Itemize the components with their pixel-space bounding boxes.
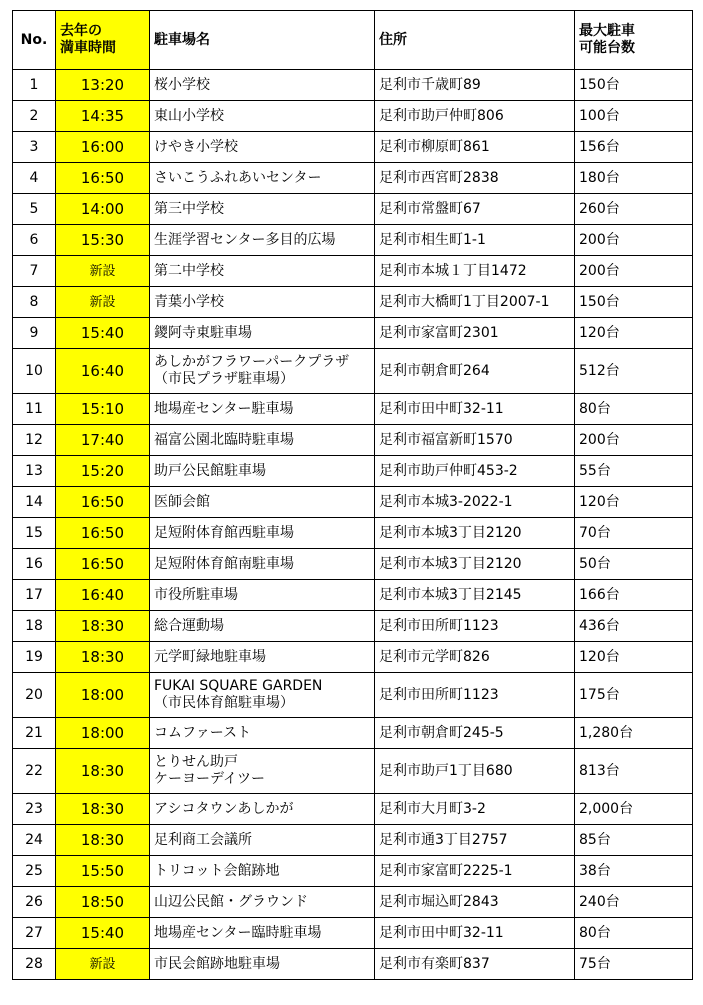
table-row: [13, 949, 693, 980]
capacity-cell: 200台: [575, 425, 693, 456]
parking-name: 山辺公民館・グラウンド: [154, 893, 308, 910]
full-time-cell: 17:40: [56, 425, 150, 456]
table-row: [13, 425, 693, 456]
row-number: 8: [13, 287, 56, 318]
full-time-cell: 15:20: [56, 456, 150, 487]
row-number: 16: [13, 549, 56, 580]
row-number: 7: [13, 256, 56, 287]
address-cell: 足利市柳原町861: [375, 132, 575, 163]
parking-name: コムファースト: [154, 724, 252, 741]
parking-name: あしかがフラワーパークプラザ: [154, 354, 350, 370]
table-row: [13, 518, 693, 549]
full-time-cell: 18:00: [56, 673, 150, 718]
parking-name: 足短附体育館西駐車場: [154, 524, 294, 541]
full-time-cell: 16:50: [56, 549, 150, 580]
table-row: [13, 132, 693, 163]
parking-name: 青葉小学校: [154, 293, 224, 310]
capacity-cell: 813台: [575, 749, 693, 794]
full-time-cell: 15:40: [56, 318, 150, 349]
parking-name-cell: [150, 749, 375, 794]
parking-name: アシコタウンあしかが: [154, 800, 294, 817]
parking-name-cell: [150, 70, 375, 101]
header-name: 駐車場名: [150, 11, 375, 70]
address-cell: 足利市田所町1123: [375, 611, 575, 642]
address-cell: 足利市大月町3-2: [375, 794, 575, 825]
parking-name-cell: [150, 642, 375, 673]
table-row: [13, 642, 693, 673]
address-cell: 足利市助戸仲町453-2: [375, 456, 575, 487]
parking-name: 地場産センター臨時駐車場: [154, 924, 322, 941]
address-cell: 足利市通3丁目2757: [375, 825, 575, 856]
parking-name: 生涯学習センター多目的広場: [154, 231, 336, 248]
capacity-cell: 150台: [575, 287, 693, 318]
parking-name-cell: [150, 287, 375, 318]
full-time-cell: 18:30: [56, 642, 150, 673]
full-time-cell: 16:50: [56, 163, 150, 194]
capacity-cell: 156台: [575, 132, 693, 163]
address-cell: 足利市朝倉町245-5: [375, 718, 575, 749]
parking-name-cell: [150, 394, 375, 425]
row-number: 13: [13, 456, 56, 487]
row-number: 11: [13, 394, 56, 425]
capacity-cell: 120台: [575, 318, 693, 349]
table-row: [13, 318, 693, 349]
address-cell: 足利市西宮町2838: [375, 163, 575, 194]
parking-name-cell: [150, 132, 375, 163]
parking-name-cell: [150, 673, 375, 718]
table-row: [13, 194, 693, 225]
address-cell: 足利市朝倉町264: [375, 349, 575, 394]
capacity-cell: 55台: [575, 456, 693, 487]
row-number: 17: [13, 580, 56, 611]
parking-name-cell: [150, 949, 375, 980]
header-capacity-line2: 可能台数: [579, 40, 635, 56]
row-number: 12: [13, 425, 56, 456]
row-number: 9: [13, 318, 56, 349]
table-row: [13, 887, 693, 918]
full-time-cell: 18:30: [56, 611, 150, 642]
capacity-cell: 2,000台: [575, 794, 693, 825]
address-cell: 足利市家富町2225-1: [375, 856, 575, 887]
capacity-cell: 200台: [575, 256, 693, 287]
address-cell: 足利市堀込町2843: [375, 887, 575, 918]
full-time-cell: 15:10: [56, 394, 150, 425]
parking-table: [12, 10, 693, 980]
capacity-cell: 75台: [575, 949, 693, 980]
table-row: [13, 256, 693, 287]
parking-name: FUKAI SQUARE GARDEN: [154, 678, 323, 694]
full-time-cell: 14:00: [56, 194, 150, 225]
table-row: [13, 394, 693, 425]
parking-name-cell: [150, 456, 375, 487]
table-row: [13, 549, 693, 580]
address-cell: 足利市田中町32-11: [375, 394, 575, 425]
row-number: 5: [13, 194, 56, 225]
parking-name-cell: [150, 718, 375, 749]
address-cell: 足利市田中町32-11: [375, 918, 575, 949]
parking-name-cell: [150, 794, 375, 825]
row-number: 22: [13, 749, 56, 794]
full-time-cell: 15:30: [56, 225, 150, 256]
table-row: [13, 856, 693, 887]
row-number: 4: [13, 163, 56, 194]
row-number: 6: [13, 225, 56, 256]
address-cell: 足利市本城3丁目2145: [375, 580, 575, 611]
parking-name-cell: [150, 487, 375, 518]
row-number: 19: [13, 642, 56, 673]
full-time-cell: 新設: [56, 949, 150, 980]
table-row: [13, 163, 693, 194]
parking-name: さいこうふれあいセンター: [154, 169, 322, 186]
full-time-cell: 18:30: [56, 749, 150, 794]
row-number: 18: [13, 611, 56, 642]
full-time-cell: 14:35: [56, 101, 150, 132]
parking-name: 福富公園北臨時駐車場: [154, 431, 294, 448]
parking-name: 桜小学校: [154, 76, 210, 93]
capacity-cell: 1,280台: [575, 718, 693, 749]
table-row: [13, 825, 693, 856]
address-cell: 足利市元学町826: [375, 642, 575, 673]
parking-name: 足短附体育館南駐車場: [154, 555, 294, 572]
parking-name-cell: [150, 349, 375, 394]
parking-name-cell: [150, 856, 375, 887]
row-number: 2: [13, 101, 56, 132]
full-time-cell: 15:40: [56, 918, 150, 949]
parking-name-cell: [150, 887, 375, 918]
address-cell: 足利市有楽町837: [375, 949, 575, 980]
capacity-cell: 180台: [575, 163, 693, 194]
parking-name: 東山小学校: [154, 107, 224, 124]
row-number: 14: [13, 487, 56, 518]
parking-name-cell: [150, 225, 375, 256]
parking-name-cell: [150, 256, 375, 287]
parking-name: 足利商工会議所: [154, 831, 252, 848]
capacity-cell: 85台: [575, 825, 693, 856]
parking-name: 総合運動場: [154, 617, 224, 634]
parking-name: 第二中学校: [154, 262, 224, 279]
address-cell: 足利市常盤町67: [375, 194, 575, 225]
table-row: [13, 225, 693, 256]
address-cell: 足利市本城3丁目2120: [375, 518, 575, 549]
full-time-cell: 18:00: [56, 718, 150, 749]
header-full-time-line1: 去年の: [60, 23, 102, 39]
full-time-cell: 16:50: [56, 518, 150, 549]
address-cell: 足利市家富町2301: [375, 318, 575, 349]
parking-name-cell: [150, 194, 375, 225]
full-time-cell: 18:30: [56, 825, 150, 856]
parking-name-line2: （市民プラザ駐車場）: [154, 371, 294, 387]
full-time-cell: 18:50: [56, 887, 150, 918]
full-time-cell: 16:40: [56, 349, 150, 394]
full-time-cell: 18:30: [56, 794, 150, 825]
row-number: 1: [13, 70, 56, 101]
table-row: [13, 611, 693, 642]
row-number: 10: [13, 349, 56, 394]
table-row: [13, 673, 693, 718]
row-number: 21: [13, 718, 56, 749]
capacity-cell: 175台: [575, 673, 693, 718]
address-cell: 足利市本城3-2022-1: [375, 487, 575, 518]
parking-name: 元学町緑地駐車場: [154, 648, 266, 665]
address-cell: 足利市本城１丁目1472: [375, 256, 575, 287]
capacity-cell: 80台: [575, 918, 693, 949]
row-number: 20: [13, 673, 56, 718]
parking-name: 助戸公民館駐車場: [154, 462, 266, 479]
address-cell: 足利市助戸仲町806: [375, 101, 575, 132]
address-cell: 足利市福富新町1570: [375, 425, 575, 456]
capacity-cell: 260台: [575, 194, 693, 225]
header-no: No.: [13, 11, 56, 70]
table-row: [13, 287, 693, 318]
full-time-cell: 16:00: [56, 132, 150, 163]
parking-name-cell: [150, 318, 375, 349]
parking-name-cell: [150, 425, 375, 456]
full-time-cell: 13:20: [56, 70, 150, 101]
header-row: [13, 11, 693, 70]
row-number: 28: [13, 949, 56, 980]
parking-name: トリコット会館跡地: [154, 862, 280, 879]
full-time-cell: 16:40: [56, 580, 150, 611]
row-number: 15: [13, 518, 56, 549]
parking-name-cell: [150, 918, 375, 949]
parking-name: 地場産センター駐車場: [154, 400, 294, 417]
table-row: [13, 487, 693, 518]
address-cell: 足利市大橋町1丁目2007-1: [375, 287, 575, 318]
address-cell: 足利市相生町1-1: [375, 225, 575, 256]
parking-name: 医師会館: [154, 493, 210, 510]
header-full-time: [56, 11, 150, 70]
parking-name-cell: [150, 825, 375, 856]
capacity-cell: 100台: [575, 101, 693, 132]
parking-name: 鑁阿寺東駐車場: [154, 324, 252, 341]
parking-name: 市役所駐車場: [154, 586, 238, 603]
capacity-cell: 150台: [575, 70, 693, 101]
row-number: 27: [13, 918, 56, 949]
header-capacity: [575, 11, 693, 70]
capacity-cell: 166台: [575, 580, 693, 611]
parking-name: とりせん助戸: [154, 754, 238, 770]
parking-name-cell: [150, 163, 375, 194]
parking-name-line2: ケーヨーデイツー: [154, 771, 266, 787]
parking-name-cell: [150, 518, 375, 549]
capacity-cell: 38台: [575, 856, 693, 887]
capacity-cell: 436台: [575, 611, 693, 642]
table-row: [13, 749, 693, 794]
header-address: 住所: [375, 11, 575, 70]
parking-name-cell: [150, 101, 375, 132]
table-row: [13, 349, 693, 394]
capacity-cell: 512台: [575, 349, 693, 394]
capacity-cell: 120台: [575, 487, 693, 518]
capacity-cell: 200台: [575, 225, 693, 256]
table-row: [13, 456, 693, 487]
row-number: 23: [13, 794, 56, 825]
full-time-cell: 15:50: [56, 856, 150, 887]
header-capacity-line1: 最大駐車: [579, 23, 635, 39]
table-row: [13, 70, 693, 101]
capacity-cell: 240台: [575, 887, 693, 918]
table-row: [13, 580, 693, 611]
row-number: 26: [13, 887, 56, 918]
row-number: 25: [13, 856, 56, 887]
table-row: [13, 718, 693, 749]
table-row: [13, 918, 693, 949]
row-number: 3: [13, 132, 56, 163]
parking-name-cell: [150, 549, 375, 580]
address-cell: 足利市助戸1丁目680: [375, 749, 575, 794]
row-number: 24: [13, 825, 56, 856]
capacity-cell: 120台: [575, 642, 693, 673]
table-row: [13, 794, 693, 825]
full-time-cell: 16:50: [56, 487, 150, 518]
parking-name: けやき小学校: [154, 138, 238, 155]
header-full-time-line2: 満車時間: [60, 40, 116, 56]
address-cell: 足利市千歳町89: [375, 70, 575, 101]
parking-name-line2: （市民体育館駐車場）: [154, 695, 294, 711]
address-cell: 足利市本城3丁目2120: [375, 549, 575, 580]
address-cell: 足利市田所町1123: [375, 673, 575, 718]
parking-name: 第三中学校: [154, 200, 224, 217]
table-row: [13, 101, 693, 132]
capacity-cell: 80台: [575, 394, 693, 425]
full-time-cell: 新設: [56, 256, 150, 287]
parking-name: 市民会館跡地駐車場: [154, 955, 280, 972]
capacity-cell: 50台: [575, 549, 693, 580]
parking-name-cell: [150, 580, 375, 611]
capacity-cell: 70台: [575, 518, 693, 549]
parking-name-cell: [150, 611, 375, 642]
parking-table-container: [12, 10, 693, 980]
full-time-cell: 新設: [56, 287, 150, 318]
